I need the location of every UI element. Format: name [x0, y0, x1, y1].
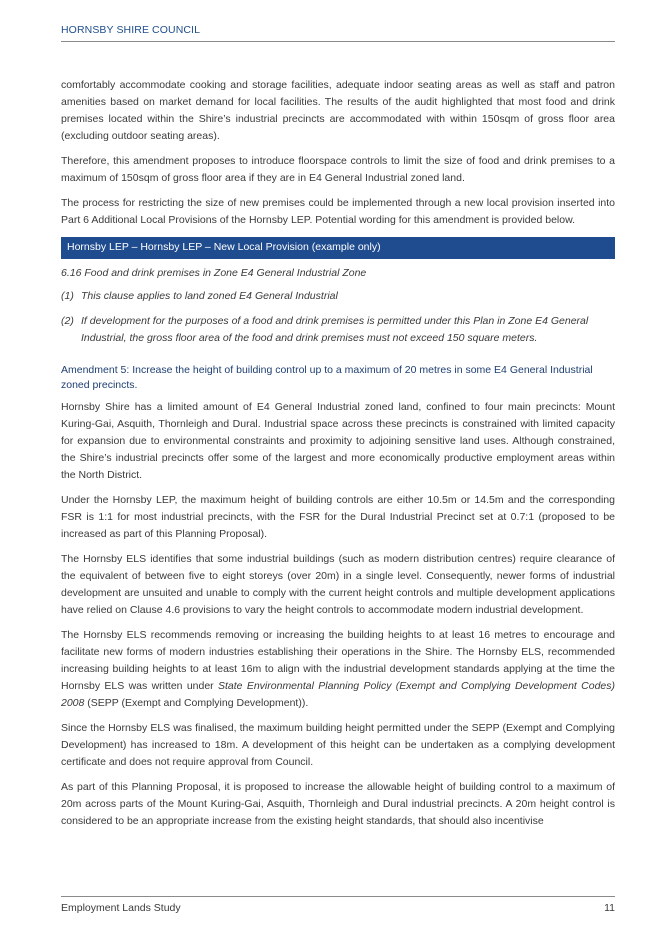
document-title: Employment Lands Study	[61, 902, 181, 914]
body-paragraph: Under the Hornsby LEP, the maximum height of building controls are either 10.5m or 14.5m and the corresponding FSR is 1:1 for most industrial precincts, with the FSR for the Dural Industrial Precinct set at 0.7:1 (proposed to be increased as part of this Planning Proposal).	[61, 494, 615, 540]
clause-number: (1)	[61, 290, 74, 302]
provision-clause	[61, 288, 615, 305]
body-paragraph: As part of this Planning Proposal, it is proposed to increase the allowable height of building control to a maximum of 20m across parts of the Mount Kuring-Gai, Asquith, Thornleigh and Dural industrial precincts. A 20m height control is considered to be an appropriate increase from the existing height standards, that should also incentivise	[61, 781, 615, 827]
footer-row	[61, 902, 615, 914]
body-paragraph: Therefore, this amendment proposes to introduce floorspace controls to limit the size of food and drink premises to a maximum of 150sqm of gross floor area if they are in E4 General Industrial zoned land.	[61, 155, 615, 184]
clause-number: (2)	[61, 315, 74, 327]
clause-text: This clause applies to land zoned E4 General Industrial	[81, 290, 338, 302]
provision-banner: Hornsby LEP – Hornsby LEP – New Local Provision (example only)	[61, 237, 615, 259]
organisation-name: HORNSBY SHIRE COUNCIL	[61, 24, 201, 36]
page-number: 11	[604, 902, 615, 914]
amendment-heading: Amendment 5: Increase the height of building control up to a maximum of 20 metres in some E4 General Industrial zoned precincts.	[61, 364, 593, 391]
footer-divider	[61, 896, 615, 897]
body-paragraph: The Hornsby ELS identifies that some industrial buildings (such as modern distribution centres) require clearance of the equivalent of between five to eight storeys (over 20m) in a single level. Consequently, newer forms of industrial development are unsuited and unable to comply with the current height controls and multiple development applications have relied on Clause 4.6 provisions to vary the height controls to accommodate modern industrial development.	[61, 553, 615, 616]
page-content	[61, 77, 615, 838]
body-paragraph	[61, 627, 615, 712]
sepp-citation: State Environmental Planning Policy (Exempt and Complying Development Codes) 2008	[61, 680, 615, 709]
body-paragraph: The process for restricting the size of new premises could be implemented through a new local provision inserted into Part 6 Additional Local Provisions of the Hornsby LEP. Potential wording for this amendment is provided below.	[61, 197, 615, 226]
paragraph-text: The Hornsby ELS recommends removing or increasing the building heights to at least 16 metres to encourage and facilitate new forms of modern industries establishing their operations in the Shire. The Hornsby ELS, recommended increasing building heights to at least 16m to align with the industrial development standards applying at the time the Hornsby ELS was written under	[61, 629, 615, 692]
page-footer	[61, 896, 615, 914]
body-paragraph: comfortably accommodate cooking and storage facilities, adequate indoor seating areas as well as staff and patron amenities based on market demand for local facilities. The results of the audit highlighted that most food and drink premises located within the Shire’s industrial precincts are accommodated with within 150sqm of gross floor area (excluding outdoor seating areas).	[61, 79, 615, 142]
provision-clause	[61, 313, 615, 347]
clause-text: If development for the purposes of a food and drink premises is permitted under this Plan in Zone E4 General Industrial, the gross floor area of the food and drink premises must not exceed 150 square meters.	[81, 315, 589, 344]
provision-clause-title: 6.16 Food and drink premises in Zone E4 General Industrial Zone	[61, 267, 367, 279]
page-header	[61, 24, 615, 42]
header-divider	[61, 41, 615, 42]
paragraph-text: (SEPP (Exempt and Complying Development)).	[84, 697, 309, 709]
body-paragraph: Since the Hornsby ELS was finalised, the maximum building height permitted under the SEPP (Exempt and Complying Development) has increased to 18m. A development of this height can be undertaken as a complying development certificate and does not require approval from Council.	[61, 722, 615, 768]
body-paragraph: Hornsby Shire has a limited amount of E4 General Industrial zoned land, confined to four main precincts: Mount Kuring-Gai, Asquith, Thornleigh and Dural. Industrial space across these precincts is constrained with limited capacity for expansion due to environmental constraints and proximity to adjoining sensitive land uses. Although constrained, the Shire’s industrial precincts offer some of the largest and more economically productive employment areas within the North District.	[61, 401, 615, 481]
